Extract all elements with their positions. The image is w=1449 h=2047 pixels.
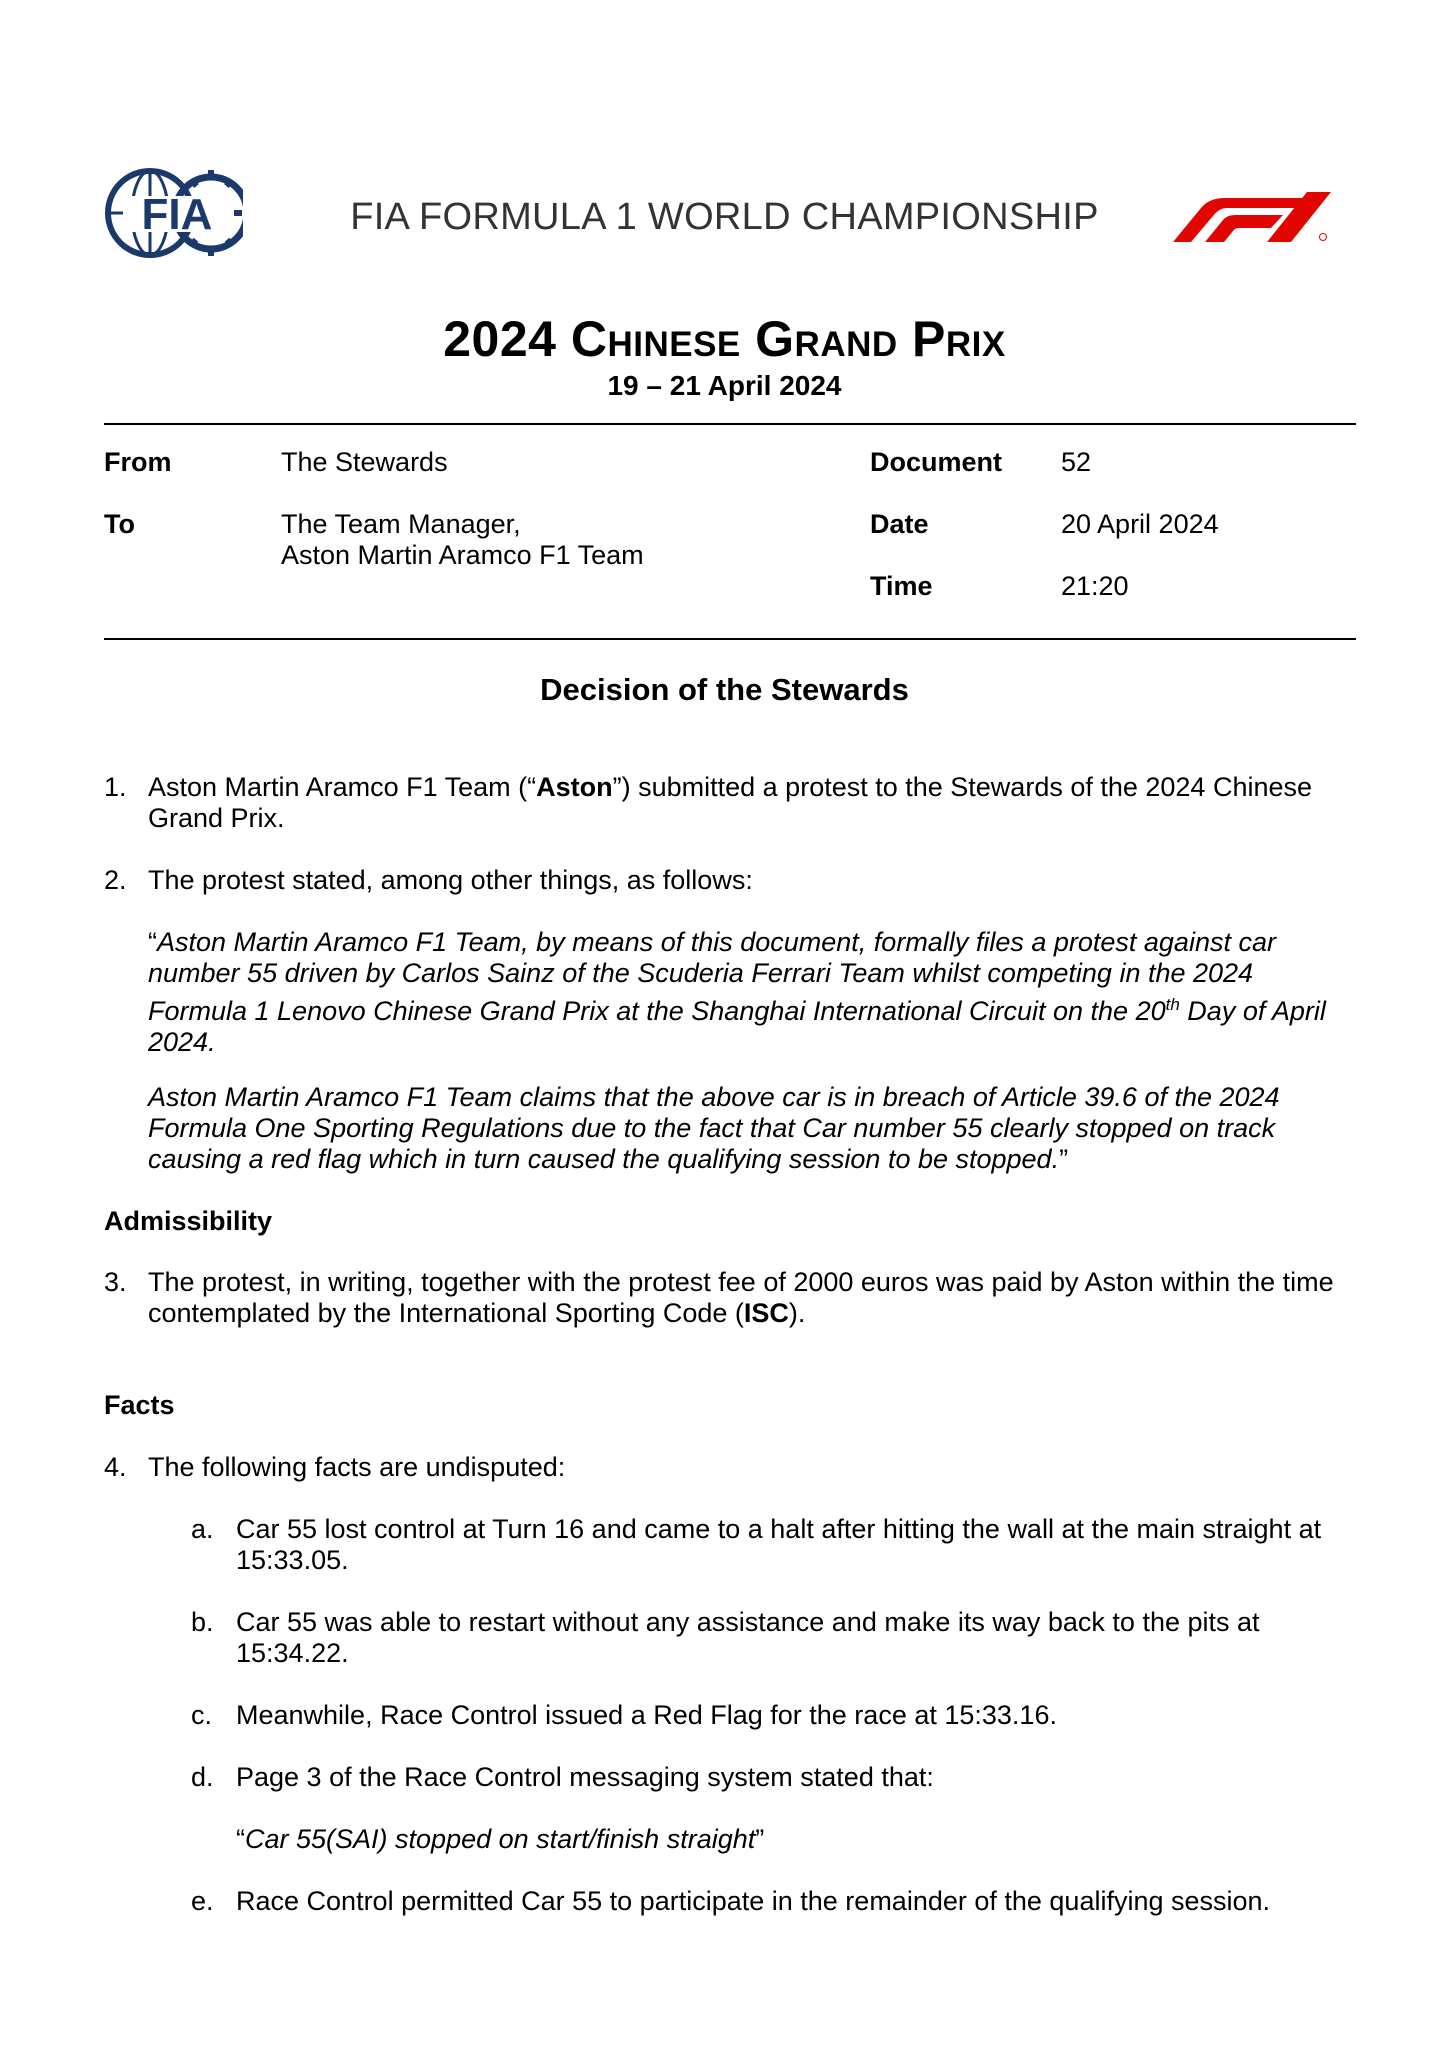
protest-quote-2-text: Aston Martin Aramco F1 Team claims that the above car is in breach of Article 39.6 of the 2024 Formula One Sporting Regulations due to the fact that Car number 55 clearly stopped on track causing a red flag which in turn caused the qualifying session to be stopped. — [148, 1082, 1280, 1174]
protest-quote-1 — [148, 927, 1348, 1058]
paragraph-1 — [148, 772, 1348, 834]
race-control-quote-text: Car 55(SAI) stopped on start/finish straight — [245, 1824, 756, 1854]
fia-logo-text: FIA — [141, 190, 213, 239]
document-title: 2024 Chinese Grand Prix — [443, 311, 1006, 367]
decision-heading: Decision of the Stewards — [540, 672, 909, 707]
race-control-quote — [236, 1824, 1346, 1855]
section-facts: Facts — [104, 1390, 175, 1420]
paragraph-3-post: ). — [788, 1298, 806, 1328]
quote-close-mark: ” — [755, 1824, 765, 1854]
document-label: Document — [870, 447, 1003, 477]
quote-close-mark: ” — [1059, 1144, 1069, 1174]
time-value: 21:20 — [1061, 571, 1129, 601]
to-value-line2: Aston Martin Aramco F1 Team — [281, 540, 644, 570]
paragraph-3-pre: The protest, in writing, together with the protest fee of 2000 euros was paid by Aston within the time contemplated by the International Sporting Code ( — [148, 1267, 1334, 1328]
paragraph-number: 1. — [104, 772, 127, 802]
paragraph-number: 3. — [104, 1267, 127, 1297]
fact-b: Car 55 was able to restart without any assistance and make its way back to the pits at 15:34.22. — [236, 1607, 1260, 1668]
fact-d: Page 3 of the Race Control messaging system stated that: — [236, 1762, 934, 1792]
from-label: From — [104, 447, 172, 477]
protest-quote-1-text: Aston Martin Aramco F1 Team, by means of this document, formally files a protest against car number 55 driven by Carlos Sainz of the Scuderia Ferrari Team whilst competing in the 2024 Formula 1 Lenovo Chinese Grand Prix at the Shanghai International Circuit on the 20 — [148, 927, 1276, 1026]
paragraph-4: The following facts are undisputed: — [148, 1452, 566, 1482]
fact-label-c: c. — [191, 1700, 213, 1730]
paragraph-1-pre: Aston Martin Aramco F1 Team (“ — [148, 772, 537, 802]
paragraph-3 — [148, 1267, 1348, 1329]
divider-bottom — [104, 638, 1356, 640]
fact-label-e: e. — [191, 1886, 214, 1916]
quote-open-mark: “ — [236, 1824, 245, 1854]
fact-e: Race Control permitted Car 55 to participate in the remainder of the qualifying session. — [236, 1886, 1271, 1916]
fact-label-d: d. — [191, 1762, 214, 1792]
to-label: To — [104, 509, 135, 539]
paragraph-2: The protest stated, among other things, as follows: — [148, 865, 753, 895]
paragraph-number: 4. — [104, 1452, 127, 1482]
quote-open-mark: “ — [148, 927, 157, 957]
divider-top — [104, 423, 1356, 425]
fact-label-b: b. — [191, 1607, 214, 1637]
fact-c: Meanwhile, Race Control issued a Red Flag for the race at 15:33.16. — [236, 1700, 1057, 1730]
from-value: The Stewards — [281, 447, 448, 477]
championship-title: FIA FORMULA 1 WORLD CHAMPIONSHIP — [350, 196, 1099, 238]
protest-quote-2 — [148, 1082, 1348, 1175]
paragraph-number: 2. — [104, 865, 127, 895]
date-label: Date — [870, 509, 929, 539]
event-dates: 19 – 21 April 2024 — [607, 370, 842, 401]
paragraph-3-bold: ISC — [743, 1298, 789, 1328]
protest-quote-1-post: Day of April 2024. — [148, 996, 1326, 1057]
document-value: 52 — [1061, 447, 1092, 477]
protest-quote-1-sup: th — [1165, 995, 1180, 1014]
paragraph-1-bold: Aston — [536, 772, 613, 802]
to-value-line1: The Team Manager, — [281, 509, 521, 539]
fact-a: Car 55 lost control at Turn 16 and came to a halt after hitting the wall at the main straight at 15:33.05. — [236, 1514, 1322, 1575]
date-value: 20 April 2024 — [1061, 509, 1219, 539]
section-admissibility: Admissibility — [104, 1206, 273, 1236]
time-label: Time — [870, 571, 933, 601]
fact-label-a: a. — [191, 1514, 214, 1544]
paragraph-1-post: ”) submitted a protest to the Stewards of the 2024 Chinese Grand Prix. — [148, 772, 1313, 833]
f1-logo — [1155, 188, 1357, 242]
